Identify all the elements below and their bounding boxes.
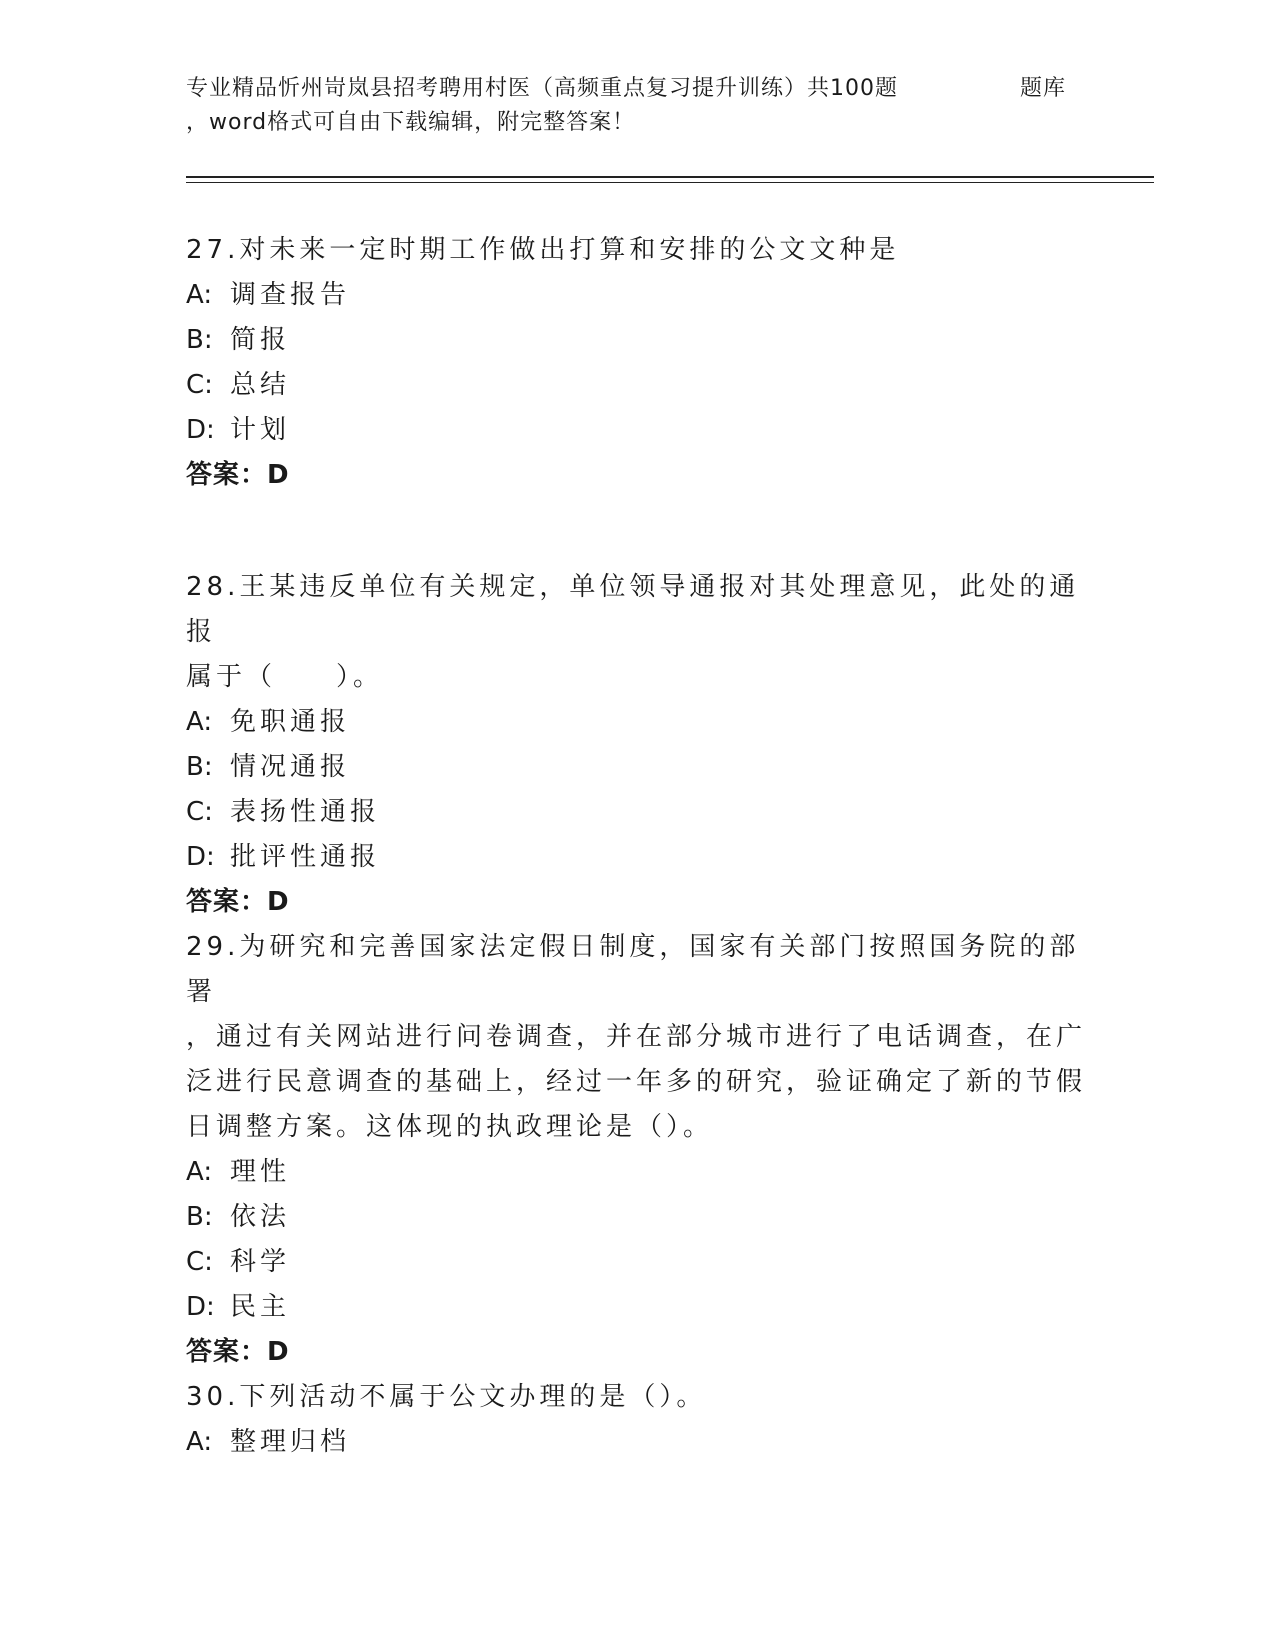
- option-text: 总结: [230, 370, 291, 400]
- option-a: [186, 1150, 1086, 1195]
- option-label: C:: [186, 797, 213, 827]
- option-label: D:: [186, 415, 215, 445]
- question-stem: 30.下列活动不属于公文办理的是（）。: [186, 1382, 707, 1412]
- option-text: 简报: [230, 325, 291, 355]
- option-label: D:: [186, 1292, 215, 1322]
- option-text: 计划: [230, 415, 291, 445]
- question-stem-line-1: 28.王某违反单位有关规定，单位领导通报对其处理意见，此处的通报: [186, 572, 1080, 647]
- option-a: [186, 1420, 1086, 1465]
- header-line-1: [186, 72, 1076, 106]
- question-29: [186, 925, 1086, 1375]
- option-label: B:: [186, 752, 213, 782]
- option-label: A:: [186, 1157, 213, 1187]
- header-title: 专业精品忻州岢岚县招考聘用村医（高频重点复习提升训练）共100题: [186, 76, 898, 101]
- question-stem-line-2: ，通过有关网站进行问卷调查，并在部分城市进行了电话调查，在广: [186, 1022, 1087, 1052]
- option-c: [186, 1240, 1086, 1285]
- header-divider-thin: [186, 182, 1154, 183]
- question-stem-line-1: 29.为研究和完善国家法定假日制度，国家有关部门按照国务院的部署: [186, 932, 1080, 1007]
- option-label: B:: [186, 325, 213, 355]
- option-text: 表扬性通报: [230, 797, 381, 827]
- option-d: [186, 1285, 1086, 1330]
- option-a: [186, 700, 1086, 745]
- answer: 答案：D: [186, 1337, 290, 1367]
- question-stem: 27.对未来一定时期工作做出打算和安排的公文文种是: [186, 235, 900, 265]
- option-text: 情况通报: [230, 752, 351, 782]
- option-label: A:: [186, 280, 213, 310]
- option-b: [186, 745, 1086, 790]
- option-label: B:: [186, 1202, 213, 1232]
- option-text: 免职通报: [230, 707, 351, 737]
- option-label: D:: [186, 842, 215, 872]
- answer: 答案：D: [186, 887, 290, 917]
- header-subtitle: ，word格式可自由下载编辑，附完整答案！: [186, 110, 636, 135]
- header-divider-thick: [186, 176, 1154, 178]
- option-text: 科学: [230, 1247, 291, 1277]
- option-text: 整理归档: [230, 1427, 351, 1457]
- question-stem-line-4: 日调整方案。这体现的执政理论是（）。: [186, 1112, 714, 1142]
- option-text: 民主: [230, 1292, 291, 1322]
- option-b: [186, 318, 1086, 363]
- question-stem-line-3: 泛进行民意调查的基础上，经过一年多的研究，验证确定了新的节假: [186, 1067, 1087, 1097]
- option-c: [186, 363, 1086, 408]
- question-28: [186, 565, 1086, 925]
- option-label: A:: [186, 1427, 213, 1457]
- option-a: [186, 273, 1086, 318]
- option-text: 批评性通报: [230, 842, 381, 872]
- option-d: [186, 408, 1086, 453]
- option-b: [186, 1195, 1086, 1240]
- question-stem-line-2: 属于（ ）。: [186, 662, 384, 692]
- option-label: C:: [186, 1247, 213, 1277]
- page-header: [186, 72, 1150, 140]
- option-d: [186, 835, 1086, 880]
- option-label: A:: [186, 707, 213, 737]
- answer: 答案：D: [186, 460, 290, 490]
- header-tag: 题库: [1019, 76, 1066, 101]
- option-text: 调查报告: [230, 280, 351, 310]
- option-c: [186, 790, 1086, 835]
- option-text: 依法: [230, 1202, 291, 1232]
- question-30: [186, 1375, 1086, 1465]
- question-27: [186, 228, 1086, 498]
- option-label: C:: [186, 370, 213, 400]
- option-text: 理性: [230, 1157, 291, 1187]
